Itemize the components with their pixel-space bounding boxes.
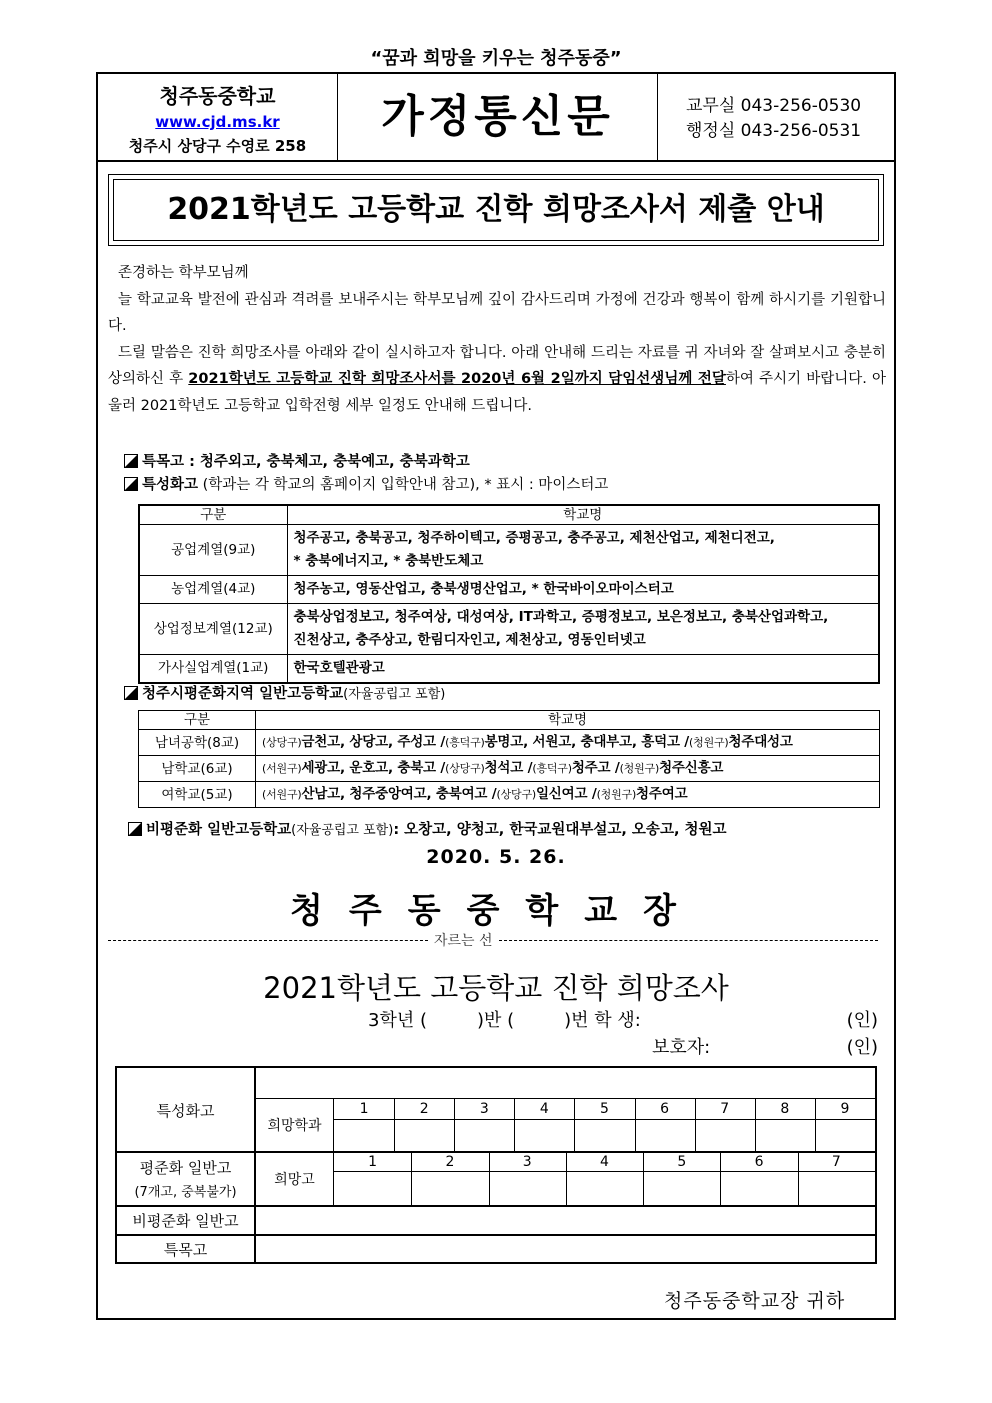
district-label: (흥덕구) bbox=[445, 736, 485, 749]
col-divider bbox=[643, 1153, 644, 1205]
specialized-line bbox=[124, 473, 608, 494]
col-divider bbox=[815, 1099, 816, 1151]
guardian-line bbox=[652, 1033, 878, 1059]
school-choice-number: 4 bbox=[600, 1154, 609, 1170]
class-label: )반 ( bbox=[476, 1010, 515, 1031]
col-divider bbox=[574, 1099, 575, 1151]
major-choice-input[interactable] bbox=[815, 1119, 875, 1151]
table-header-row bbox=[139, 711, 880, 730]
col-divider bbox=[394, 1099, 395, 1151]
col-divider bbox=[798, 1153, 799, 1205]
general-label: 청주시평준화지역 일반고등학교 bbox=[142, 686, 344, 702]
school-list: 금천고, 상당고, 주성고 / bbox=[301, 734, 446, 750]
special-input[interactable] bbox=[256, 1236, 875, 1262]
cut-line bbox=[108, 930, 878, 950]
category-cell: 여학교(5교) bbox=[139, 782, 256, 808]
cut-label: 자르는 선 bbox=[434, 933, 493, 949]
school-address: 청주시 상당구 수영로 258 bbox=[128, 137, 307, 155]
row-label-specialized: 특성화고 bbox=[156, 1102, 215, 1120]
sub-label-major: 희망학과 bbox=[267, 1118, 322, 1134]
guardian-seal: (인) bbox=[846, 1037, 878, 1058]
motto: “꿈과 희망을 키우는 청주동중” bbox=[370, 48, 622, 69]
major-choice-input[interactable] bbox=[574, 1119, 634, 1151]
category-cell: 남학교(6교) bbox=[139, 756, 256, 782]
school-url-link[interactable]: www.cjd.ms.kr bbox=[155, 113, 280, 131]
phone-academic: 교무실 043-256-0530 bbox=[686, 96, 862, 116]
doc-title: 가정통신문 bbox=[338, 74, 658, 160]
row-divider bbox=[117, 1151, 875, 1153]
col-divider bbox=[755, 1099, 756, 1151]
bullet-square-icon bbox=[124, 686, 138, 700]
category-cell: 공업계열(9교) bbox=[139, 525, 287, 576]
notice-date: 2020. 5. 26. bbox=[426, 846, 566, 868]
greeting: 존경하는 학부모님께 bbox=[118, 265, 249, 281]
survey-title: 2021학년도 고등학교 진학 희망조사 bbox=[263, 971, 729, 1005]
col-divider bbox=[489, 1153, 490, 1205]
district-label: (청원구) bbox=[596, 788, 637, 801]
col-header-school: 학교명 bbox=[287, 505, 879, 525]
category-cell: 농업계열(4교) bbox=[139, 576, 287, 604]
row-divider bbox=[255, 1098, 875, 1099]
category-cell: 가사실업계열(1교) bbox=[139, 655, 287, 684]
grade-label: 3학년 ( bbox=[368, 1010, 427, 1031]
school-list: 봉명고, 서원고, 충대부고, 흥덕고 / bbox=[484, 734, 690, 750]
table-row bbox=[139, 782, 880, 808]
row-label-special: 특목고 bbox=[163, 1241, 208, 1259]
schools-cell bbox=[256, 730, 880, 756]
major-choice-input[interactable] bbox=[695, 1119, 755, 1151]
school-list: 세광고, 운호고, 충북고 / bbox=[301, 760, 446, 776]
paragraph-2-a: 드릴 말씀은 진학 희망조사를 아래와 같이 실시하고자 합니다. 아래 안내해 드리는 자료를 귀 자녀와 잘 살펴보시고 충분히 상의하신 후 bbox=[108, 344, 886, 387]
col-header-category: 구분 bbox=[139, 505, 287, 525]
major-choice-input[interactable] bbox=[514, 1119, 574, 1151]
district-label: (청원구) bbox=[619, 762, 660, 775]
table-row bbox=[139, 756, 880, 782]
major-choice-number: 3 bbox=[479, 1101, 489, 1117]
paragraph-1: 늘 학교교육 발전에 관심과 격려를 보내주시는 학부모님께 깊이 감사드리며 가정에 건강과 행복이 함께 하시기를 기원합니다. bbox=[108, 291, 886, 334]
nonstandard-input[interactable] bbox=[256, 1207, 875, 1234]
school-choice-number: 2 bbox=[445, 1154, 455, 1170]
major-choice-input[interactable] bbox=[454, 1119, 514, 1151]
student-label: )번 학 생: bbox=[564, 1010, 641, 1031]
category-cell: 남녀공학(8교) bbox=[139, 730, 256, 756]
bullet-square-icon bbox=[128, 822, 142, 836]
school-choice-number: 6 bbox=[754, 1154, 764, 1170]
district-label: (상당구) bbox=[262, 736, 302, 749]
general-note: (자율공립고 포함) bbox=[343, 687, 446, 702]
major-choice-input[interactable] bbox=[635, 1119, 695, 1151]
survey-form bbox=[115, 1066, 877, 1264]
schools-cell bbox=[256, 756, 880, 782]
district-label: (상당구) bbox=[445, 762, 485, 775]
school-list: 청주신흥고 bbox=[659, 760, 724, 776]
school-choice-input[interactable] bbox=[489, 1171, 566, 1205]
row-label-general: 평준화 일반고 bbox=[139, 1159, 232, 1177]
general-line bbox=[124, 682, 445, 703]
district-label: (흥덕구) bbox=[532, 762, 572, 775]
major-choice-number: 6 bbox=[660, 1101, 670, 1117]
schools-cell bbox=[256, 782, 880, 808]
specialized-table bbox=[138, 504, 880, 684]
special-label: 특목고 bbox=[142, 454, 185, 470]
paragraph-2-b: 하여 주시기 바랍니다. 아울러 2021학년도 고등학교 입학전형 세부 일정도 안내해 드립니다. bbox=[108, 371, 886, 414]
phone-admin: 행정실 043-256-0531 bbox=[686, 121, 862, 141]
principal-signature: 청주동중학교장 bbox=[290, 891, 702, 931]
school-list: 청주고 / bbox=[571, 760, 620, 776]
district-label: (청원구) bbox=[689, 736, 729, 749]
school-choice-input[interactable] bbox=[334, 1171, 411, 1205]
schools-cell: 청주공고, 충북공고, 청주하이텍고, 증평공고, 충주공고, 제천산업고, 제천디전고, * 충북에너지고, * 충북반도체고 bbox=[287, 525, 879, 576]
nonstandard-text: : 오창고, 양청고, 한국교원대부설고, 오송고, 청원고 bbox=[393, 822, 727, 838]
school-choice-number: 1 bbox=[368, 1154, 378, 1170]
major-choice-number: 9 bbox=[840, 1101, 850, 1117]
school-choice-input[interactable] bbox=[566, 1171, 643, 1205]
table-row bbox=[139, 655, 879, 684]
table-row bbox=[139, 525, 879, 576]
col-divider bbox=[720, 1153, 721, 1205]
table-header-row bbox=[139, 505, 879, 525]
row-label-nonstandard: 비평준화 일반고 bbox=[132, 1212, 239, 1230]
contact-info bbox=[686, 94, 861, 144]
school-choice-input[interactable] bbox=[720, 1171, 797, 1205]
major-choice-number: 2 bbox=[419, 1101, 429, 1117]
footer-addressee: 청주동중학교장 귀하 bbox=[664, 1290, 846, 1312]
sub-label-school: 희망고 bbox=[274, 1172, 315, 1188]
col-header-school: 학교명 bbox=[256, 711, 880, 730]
table-row bbox=[139, 604, 879, 655]
table-row bbox=[139, 730, 880, 756]
school-name: 청주동중학교 bbox=[159, 84, 276, 108]
school-choice-number: 7 bbox=[831, 1154, 841, 1170]
school-choice-input[interactable] bbox=[798, 1171, 875, 1205]
major-choice-number: 5 bbox=[600, 1101, 609, 1117]
major-choice-number: 1 bbox=[359, 1101, 369, 1117]
student-line bbox=[368, 1006, 878, 1032]
dashed-line bbox=[108, 940, 428, 941]
major-choice-input[interactable] bbox=[755, 1119, 815, 1151]
schools-cell: 청주농고, 영동산업고, 충북생명산업고, * 한국바이오마이스터고 bbox=[287, 576, 879, 604]
school-choice-number: 5 bbox=[677, 1154, 687, 1170]
major-choice-input[interactable] bbox=[334, 1119, 394, 1151]
school-list: 청주대성고 bbox=[728, 734, 793, 750]
col-divider bbox=[635, 1099, 636, 1151]
col-divider bbox=[411, 1153, 412, 1205]
district-label: (서원구) bbox=[262, 762, 302, 775]
nonstandard-line bbox=[128, 818, 727, 839]
major-choice-input[interactable] bbox=[394, 1119, 454, 1151]
special-text: : 청주외고, 충북체고, 충북예고, 충북과학고 bbox=[184, 454, 470, 470]
col-header-category: 구분 bbox=[139, 711, 256, 730]
school-list: 일신여고 / bbox=[535, 786, 597, 802]
student-seal: (인) bbox=[846, 1010, 878, 1031]
notice-title: 2021학년도 고등학교 진학 희망조사서 제출 안내 bbox=[113, 179, 879, 241]
school-list: 산남고, 청주중앙여고, 충북여고 / bbox=[301, 786, 497, 802]
table-row bbox=[139, 576, 879, 604]
school-list: 청석고 / bbox=[484, 760, 533, 776]
paragraph-2 bbox=[108, 340, 886, 420]
major-choice-number: 4 bbox=[539, 1101, 549, 1117]
schools-cell: 한국호텔관광고 bbox=[287, 655, 879, 684]
guardian-label: 보호자: bbox=[652, 1037, 711, 1058]
district-label: (서원구) bbox=[262, 788, 302, 801]
school-list: 청주여고 bbox=[636, 786, 688, 802]
row-label-general-note: (7개고, 중복불가) bbox=[134, 1185, 237, 1200]
deadline-notice: 2021학년도 고등학교 진학 희망조사서를 2020년 6월 2일까지 담임선생님께 전달 bbox=[188, 371, 726, 387]
col-divider bbox=[566, 1153, 567, 1205]
school-choice-input[interactable] bbox=[411, 1171, 488, 1205]
major-choice-number: 7 bbox=[720, 1101, 730, 1117]
schools-cell: 충북상업정보고, 청주여상, 대성여상, IT과학고, 증평정보고, 보은정보고, 충북산업과학고, 진천상고, 충주상고, 한림디자인고, 제천상고, 영동인터넷고 bbox=[287, 604, 879, 655]
specialized-label: 특성화고 bbox=[142, 477, 199, 493]
col-divider bbox=[454, 1099, 455, 1151]
bullet-square-icon bbox=[124, 477, 138, 491]
major-choice-number: 8 bbox=[780, 1101, 790, 1117]
col-divider bbox=[695, 1099, 696, 1151]
school-info bbox=[98, 74, 338, 160]
nonstandard-note: (자율공립고 포함) bbox=[291, 823, 394, 838]
notice-body bbox=[108, 260, 886, 419]
nonstandard-label: 비평준화 일반고등학교 bbox=[146, 822, 292, 838]
dashed-line bbox=[499, 940, 878, 941]
category-cell: 상업정보계열(12교) bbox=[139, 604, 287, 655]
district-label: (상당구) bbox=[496, 788, 536, 801]
school-choice-input[interactable] bbox=[643, 1171, 720, 1205]
bullet-square-icon bbox=[124, 454, 138, 468]
specialized-note: (학과는 각 학교의 홈페이지 입학안내 참고), * 표시 : 마이스터고 bbox=[198, 477, 609, 493]
general-table bbox=[138, 710, 880, 808]
special-school-line bbox=[124, 450, 470, 471]
school-choice-number: 3 bbox=[522, 1154, 532, 1170]
col-divider bbox=[514, 1099, 515, 1151]
